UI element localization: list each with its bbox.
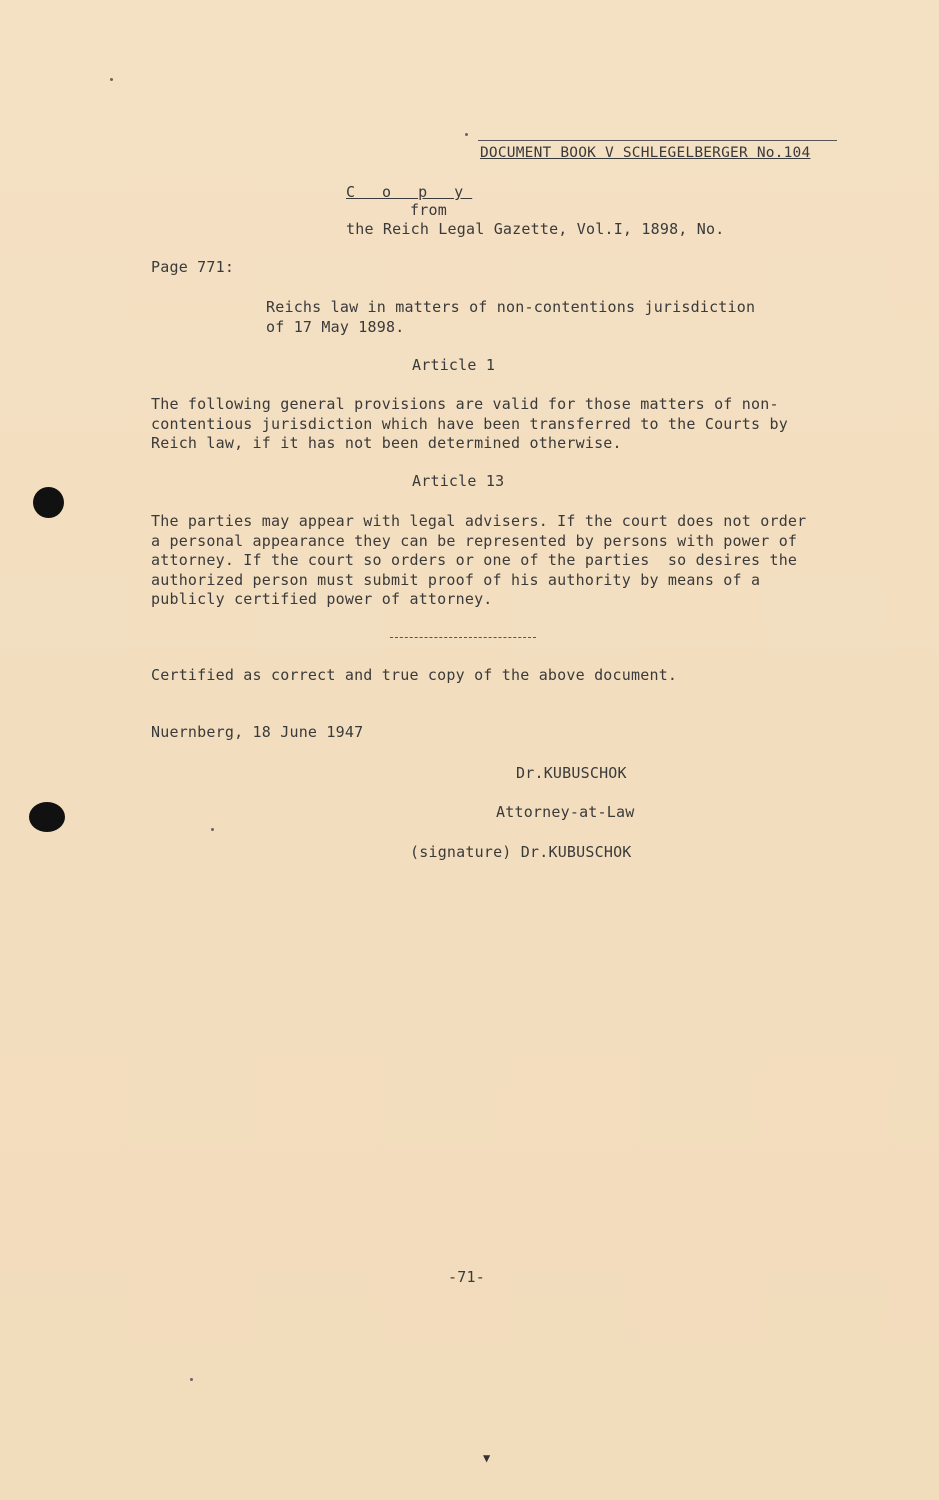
paper-speck [465, 133, 468, 136]
signature-line: (signature) Dr.KUBUSCHOK [410, 843, 632, 861]
place-date: Nuernberg, 18 June 1947 [151, 723, 364, 741]
signatory-name: Dr.KUBUSCHOK [516, 764, 627, 782]
article-13-heading: Article 13 [412, 472, 505, 490]
paper-speck [110, 78, 113, 81]
paper-speck [190, 1378, 193, 1381]
source-line: the Reich Legal Gazette, Vol.I, 1898, No. [346, 220, 725, 238]
article-1-text: The following general provisions are valid for those matters of non- contentious jurisdiction which have been transferred to the Courts by Reich law, if it has not been determined otherwise. [151, 395, 788, 452]
from-label: from [410, 201, 447, 219]
punch-hole-upper [33, 487, 64, 518]
punch-hole-lower [29, 802, 65, 832]
law-title: Reichs law in matters of non-contentions jurisdiction of 17 May 1898. [266, 298, 756, 336]
article-13-text: The parties may appear with legal advisers. If the court does not order a personal appearance they can be represented by persons with power of attorney. If the court so orders or one of the parties so desires the authorized person must submit proof of his authority by means of a publicly certified power of attorney. [151, 512, 807, 608]
down-arrow-icon: ▼ [483, 1451, 491, 1465]
certification-statement: Certified as correct and true copy of the above document. [151, 666, 678, 684]
header-rule [478, 140, 837, 141]
copy-heading: C o p y [346, 183, 473, 201]
paper-speck [211, 828, 214, 831]
article-1-heading: Article 1 [412, 356, 496, 374]
page-reference: Page 771: [151, 258, 235, 276]
signatory-title: Attorney-at-Law [496, 803, 635, 821]
document-reference: DOCUMENT BOOK V SCHLEGELBERGER No.104 [480, 145, 811, 161]
page-number: -71- [448, 1268, 485, 1286]
section-divider [390, 637, 536, 638]
